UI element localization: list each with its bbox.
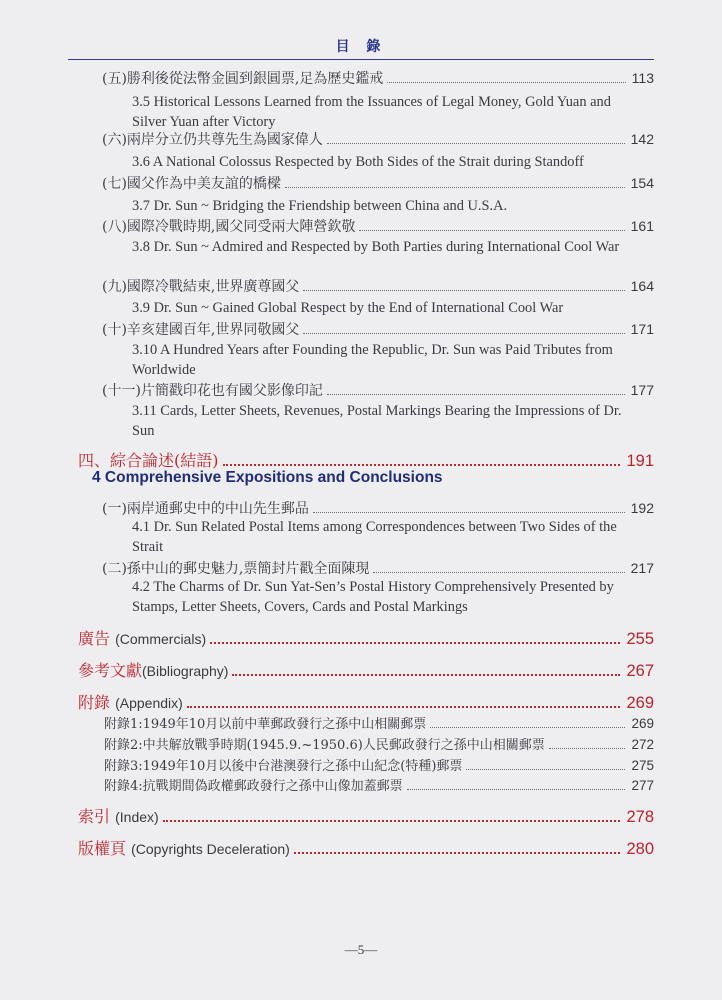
entry-page-number: 113: [631, 70, 654, 86]
commercials-title-en: (Commercials): [115, 631, 207, 647]
leader-dots: [407, 789, 626, 790]
chapter-title-en: 4 Comprehensive Expositions and Conclusions: [92, 469, 443, 486]
entry-page-number: 171: [630, 321, 654, 337]
appendix-item-title: 附錄2:中共解放戰爭時期(1945.9.~1950.6)人民郵政發行之孫中山相關郵票: [104, 738, 545, 753]
entry-title-zh: (十一)片簡戳印花也有國父影像印記: [102, 383, 323, 399]
page-header-title: 目 錄: [335, 39, 387, 55]
leader-dots: [210, 642, 620, 644]
entry-title-en: 4.1 Dr. Sun Related Postal Items among Correspondences between Two Sides of the Strait: [132, 519, 617, 555]
entry-title-zh: (九)國際冷戰結束,世界廣尊國父: [102, 279, 300, 295]
toc-appendix-3[interactable]: [104, 755, 654, 774]
appendix-title-en: (Appendix): [115, 695, 183, 711]
entry-page-number: 161: [630, 218, 654, 234]
leader-dots: [313, 512, 625, 513]
appendix-item-title: 附錄4:抗戰期間偽政權郵政發行之孫中山像加蓋郵票: [104, 779, 403, 794]
entry-title-en: 3.6 A National Colossus Respected by Both Sides of the Strait during Standoff: [132, 154, 584, 170]
entry-page-number: 177: [630, 382, 654, 398]
toc-commercials[interactable]: [78, 626, 654, 649]
entry-title-zh: (二)孫中山的郵史魅力,票簡封片戳全面陳現: [102, 561, 370, 577]
leader-dots: [303, 290, 624, 291]
entry-page-number: 154: [630, 175, 654, 191]
entry-title-zh: (一)兩岸通郵史中的中山先生郵品: [102, 501, 309, 517]
leader-dots: [387, 82, 625, 83]
toc-entry-4-1[interactable]: [102, 498, 654, 518]
leader-dots: [466, 769, 625, 770]
toc-entry-3-9[interactable]: [102, 276, 654, 296]
leader-dots: [163, 820, 621, 822]
leader-dots: [359, 230, 624, 231]
leader-dots: [232, 674, 620, 676]
toc-entry-3-7[interactable]: [102, 173, 654, 193]
toc-copyright[interactable]: [78, 836, 654, 859]
entry-title-en: 3.5 Historical Lessons Learned from the Issuances of Legal Money, Gold Yuan and Silver Yuan after Victory: [132, 94, 611, 130]
appendix-item-page: 269: [631, 716, 654, 731]
entry-title-zh: (十)辛亥建國百年,世界同敬國父: [102, 322, 300, 338]
entry-page-number: 192: [630, 500, 654, 516]
commercials-page-number: 255: [626, 630, 654, 648]
copyright-title-en: (Copyrights Deceleration): [131, 841, 290, 857]
toc-entry-3-10[interactable]: [102, 319, 654, 339]
toc-entry-3-8[interactable]: [102, 216, 654, 236]
appendix-title-zh: 附錄: [78, 693, 111, 712]
page-number-footer: —5—: [344, 942, 378, 957]
leader-dots: [187, 706, 621, 708]
entry-title-en: 3.9 Dr. Sun ~ Gained Global Respect by the End of International Cool War: [132, 300, 564, 316]
entry-title-zh: (五)勝利後從法幣金圓到銀圓票,足為歷史鑑戒: [102, 71, 384, 87]
toc-entry-3-5[interactable]: [102, 68, 654, 88]
toc-chapter-4[interactable]: [78, 448, 654, 471]
leader-dots: [223, 464, 621, 466]
leader-dots: [327, 394, 625, 395]
leader-dots: [373, 572, 624, 573]
commercials-title-zh: 廣告: [78, 629, 111, 648]
entry-title-zh: (八)國際冷戰時期,國父同受兩大陣營欽敬: [102, 219, 356, 235]
entry-page-number: 217: [630, 560, 654, 576]
toc-appendix-4[interactable]: [104, 775, 654, 794]
toc-appendix-2[interactable]: [104, 734, 654, 753]
toc-entry-4-2[interactable]: [102, 558, 654, 578]
header-rule: [68, 59, 654, 60]
entry-page-number: 164: [630, 278, 654, 294]
entry-title-en: 4.2 The Charms of Dr. Sun Yat-Sen’s Postal History Comprehensively Presented by Stamps, Letter Sheets, Covers, Cards and Postal Markings: [132, 579, 614, 615]
chapter-title-zh: 四、綜合論述(結語): [78, 451, 219, 470]
index-title-en: (Index): [115, 809, 159, 825]
leader-dots: [303, 333, 624, 334]
appendix-item-title: 附錄3:1949年10月以後中台港澳發行之孫中山紀念(特種)郵票: [104, 759, 463, 774]
toc-index[interactable]: [78, 804, 654, 827]
leader-dots: [327, 143, 625, 144]
entry-title-en: 3.10 A Hundred Years after Founding the Republic, Dr. Sun was Paid Tributes from Worldwide: [132, 342, 613, 378]
entry-title-zh: (七)國父作為中美友誼的橋樑: [102, 176, 281, 192]
leader-dots: [430, 727, 625, 728]
appendix-item-page: 277: [631, 778, 654, 793]
entry-title-en: 3.7 Dr. Sun ~ Bridging the Friendship between China and U.S.A.: [132, 198, 508, 214]
entry-title-en: 3.8 Dr. Sun ~ Admired and Respected by Both Parties during International Cool War: [132, 239, 620, 255]
chapter-page-number: 191: [626, 452, 654, 470]
appendix-item-title: 附錄1:1949年10月以前中華郵政發行之孫中山相關郵票: [104, 717, 427, 732]
entry-page-number: 142: [630, 131, 654, 147]
entry-title-zh: (六)兩岸分立仍共尊先生為國家偉人: [102, 132, 323, 148]
bibliography-page-number: 267: [626, 662, 654, 680]
leader-dots: [285, 187, 625, 188]
index-page-number: 278: [626, 808, 654, 826]
toc-bibliography[interactable]: [78, 658, 654, 681]
bibliography-title-zh: 參考文獻: [78, 661, 143, 680]
appendix-page-number: 269: [626, 694, 654, 712]
toc-appendix-1[interactable]: [104, 713, 654, 732]
appendix-item-page: 275: [631, 758, 654, 773]
toc-entry-3-11[interactable]: [102, 380, 654, 400]
toc-appendix[interactable]: [78, 690, 654, 713]
bibliography-title-en: (Bibliography): [142, 663, 229, 679]
appendix-item-page: 272: [631, 737, 654, 752]
index-title-zh: 索引: [78, 807, 111, 826]
leader-dots: [294, 852, 621, 854]
toc-entry-3-6[interactable]: [102, 129, 654, 149]
entry-title-en: 3.11 Cards, Letter Sheets, Revenues, Postal Markings Bearing the Impressions of Dr. Sun: [132, 403, 622, 439]
leader-dots: [549, 748, 626, 749]
copyright-page-number: 280: [626, 840, 654, 858]
copyright-title-zh: 版權頁: [78, 839, 127, 858]
